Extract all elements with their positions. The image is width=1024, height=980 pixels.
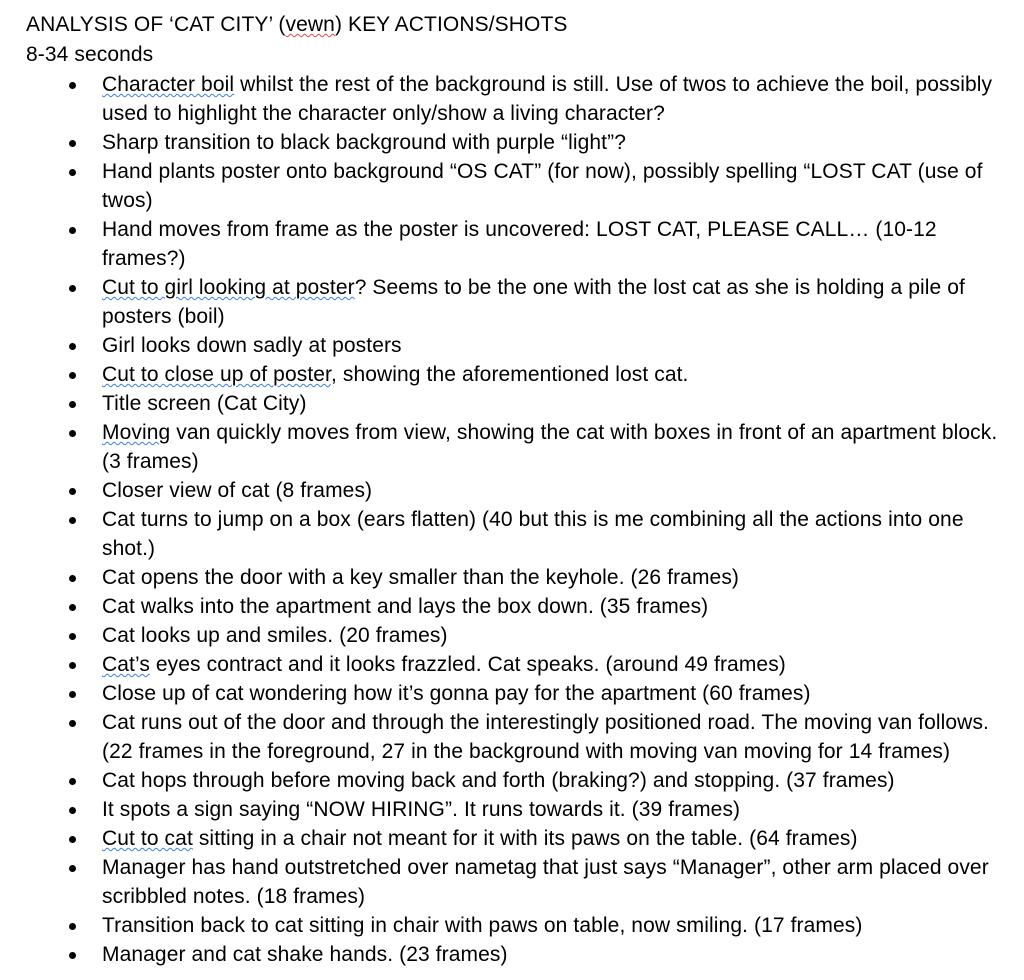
grammar-marked-text: Cut to close up of poster	[102, 363, 331, 386]
list-item	[26, 679, 1000, 708]
list-item	[26, 650, 1000, 679]
list-item	[26, 418, 1000, 476]
list-item	[26, 766, 1000, 795]
list-item	[26, 592, 1000, 621]
list-item	[26, 128, 1000, 157]
list-item	[26, 273, 1000, 331]
list-item-text: Cat looks up and smiles. (20 frames)	[102, 624, 448, 647]
list-item-text: , showing the aforementioned lost cat.	[330, 363, 689, 386]
list-item-text: Manager and cat shake hands. (23 frames)	[102, 943, 508, 966]
grammar-marked-text: Cat’s	[102, 653, 150, 676]
grammar-marked-text: Cut to girl looking at poster	[102, 276, 355, 299]
key-actions-list	[26, 70, 1000, 969]
list-item-text: ? Seems to be the one with the lost cat as she is holding a pile of posters (boil)	[102, 276, 965, 328]
list-item	[26, 505, 1000, 563]
document-subtitle: 8-34 seconds	[26, 43, 154, 66]
list-item-text: Title screen (Cat City)	[102, 392, 307, 415]
list-item-text: Girl looks down sadly at posters	[102, 334, 402, 357]
list-item-text: Cat opens the door with a key smaller than the keyhole. (26 frames)	[102, 566, 740, 589]
list-item-text: Cat turns to jump on a box (ears flatten) (40 but this is me combining all the actions into one shot.)	[102, 508, 964, 560]
list-item	[26, 70, 1000, 128]
list-item-text: It spots a sign saying “NOW HIRING”. It runs towards it. (39 frames)	[102, 798, 741, 821]
list-item	[26, 476, 1000, 505]
document-title-before: ANALYSIS OF ‘CAT CITY’ (	[26, 13, 286, 36]
list-item	[26, 911, 1000, 940]
list-item	[26, 708, 1000, 766]
list-item-text: van quickly moves from view, showing the cat with boxes in front of an apartment block. (3 frames)	[102, 421, 998, 473]
list-item	[26, 853, 1000, 911]
list-item-text: Manager has hand outstretched over nametag that just says “Manager”, other arm placed over scribbled notes. (18 frames)	[102, 856, 989, 908]
grammar-marked-text: Moving	[102, 421, 171, 444]
list-item	[26, 215, 1000, 273]
list-item-text: Cat hops through before moving back and forth (braking?) and stopping. (37 frames)	[102, 769, 895, 792]
list-item	[26, 360, 1000, 389]
list-item	[26, 795, 1000, 824]
list-item-text: Close up of cat wondering how it’s gonna pay for the apartment (60 frames)	[102, 682, 811, 705]
list-item	[26, 331, 1000, 360]
list-item-text: Cat runs out of the door and through the interestingly positioned road. The moving van follows. (22 frames in the foreground, 27 in the background with moving van moving for 14 frames)	[102, 711, 989, 763]
list-item-text: Hand moves from frame as the poster is uncovered: LOST CAT, PLEASE CALL… (10-12 frames?)	[102, 218, 937, 270]
document-title	[26, 10, 1000, 40]
list-item	[26, 389, 1000, 418]
list-item-text: Cat walks into the apartment and lays the box down. (35 frames)	[102, 595, 709, 618]
grammar-marked-text: Cut to cat	[102, 827, 193, 850]
list-item-text: sitting in a chair not meant for it with its paws on the table. (64 frames)	[192, 827, 858, 850]
list-item	[26, 940, 1000, 969]
document-title-after: ) KEY ACTIONS/SHOTS	[334, 13, 568, 36]
list-item-text: Transition back to cat sitting in chair with paws on table, now smiling. (17 frames)	[102, 914, 863, 937]
list-item	[26, 824, 1000, 853]
list-item	[26, 157, 1000, 215]
list-item-text: whilst the rest of the background is still. Use of twos to achieve the boil, possibly used to highlight the character only/show a living character?	[102, 73, 993, 125]
list-item-text: Hand plants poster onto background “OS CAT” (for now), possibly spelling “LOST CAT (use of twos)	[102, 160, 983, 212]
list-item-text: Closer view of cat (8 frames)	[102, 479, 373, 502]
list-item	[26, 563, 1000, 592]
list-item	[26, 621, 1000, 650]
list-item-text: eyes contract and it looks frazzled. Cat speaks. (around 49 frames)	[149, 653, 786, 676]
list-item-text: Sharp transition to black background with purple “light”?	[102, 131, 626, 154]
misspelled-word-vewn: vewn	[285, 13, 335, 36]
grammar-marked-text: Character boil	[102, 73, 235, 96]
